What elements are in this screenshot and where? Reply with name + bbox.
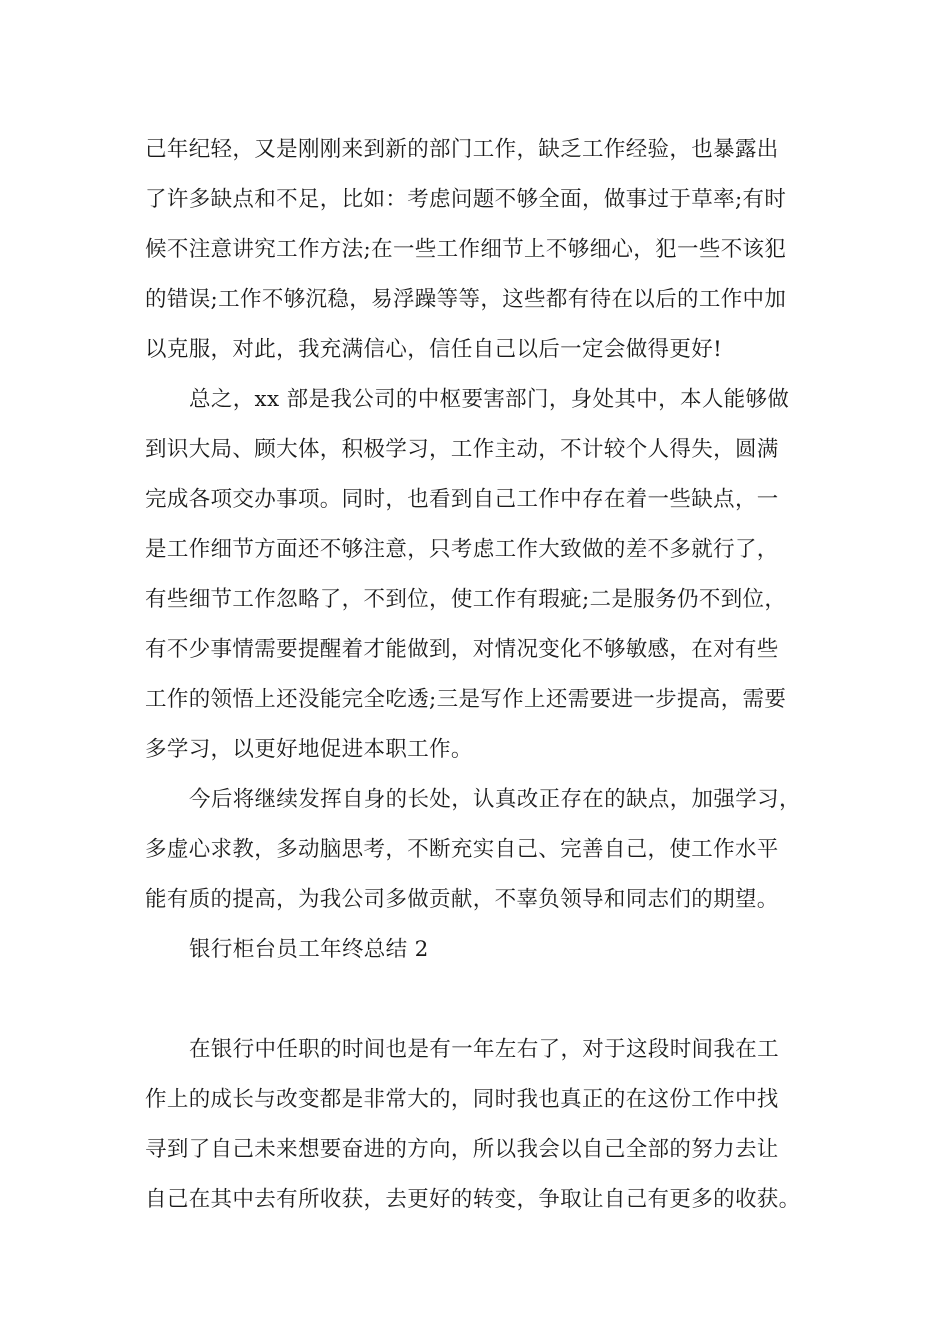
text-line: 以克服，对此，我充满信心，信任自己以后一定会做得更好! bbox=[145, 337, 723, 362]
text-line: 寻到了自己未来想要奋进的方向，所以我会以自己全部的努力去让 bbox=[145, 1137, 779, 1162]
text-line: 候不注意讲究工作方法;在一些工作细节上不够细心，犯一些不该犯 bbox=[145, 237, 787, 262]
paragraph-start-line: 在银行中任职的时间也是有一年左右了，对于这段时间我在工 bbox=[189, 1037, 779, 1062]
text-line: 多学习，以更好地促进本职工作。 bbox=[145, 737, 473, 762]
text-line: 了许多缺点和不足，比如：考虑问题不够全面，做事过于草率;有时 bbox=[145, 187, 787, 212]
text-line: 完成各项交办事项。同时，也看到自己工作中存在着一些缺点，一 bbox=[145, 487, 779, 512]
text-line: 有不少事情需要提醒着才能做到，对情况变化不够敏感，在对有些 bbox=[145, 637, 779, 662]
text-line: 有些细节工作忽略了，不到位，使工作有瑕疵;二是服务仍不到位， bbox=[145, 587, 787, 612]
text-line: 自己在其中去有所收获，去更好的转变，争取让自己有更多的收获。 bbox=[145, 1187, 801, 1212]
text-line: 是工作细节方面还不够注意，只考虑工作大致做的差不多就行了， bbox=[145, 537, 779, 562]
paragraph-start-line: 今后将继续发挥自身的长处，认真改正存在的缺点，加强学习， bbox=[189, 787, 801, 812]
text-line: 工作的领悟上还没能完全吃透;三是写作上还需要进一步提高，需要 bbox=[145, 687, 787, 712]
section-heading: 银行柜台员工年终总结 2 bbox=[189, 937, 429, 962]
text-line: 能有质的提高，为我公司多做贡献，不辜负领导和同志们的期望。 bbox=[145, 887, 779, 912]
text-line: 多虚心求教，多动脑思考，不断充实自己、完善自己，使工作水平 bbox=[145, 837, 779, 862]
text-line: 己年纪轻，又是刚刚来到新的部门工作，缺乏工作经验，也暴露出 bbox=[145, 137, 779, 162]
paragraph-start-line: 总之，xx 部是我公司的中枢要害部门，身处其中，本人能够做 bbox=[189, 387, 790, 412]
text-line: 的错误;工作不够沉稳，易浮躁等等，这些都有待在以后的工作中加 bbox=[145, 287, 787, 312]
text-line: 作上的成长与改变都是非常大的，同时我也真正的在这份工作中找 bbox=[145, 1087, 779, 1112]
text-line: 到识大局、顾大体，积极学习，工作主动，不计较个人得失，圆满 bbox=[145, 437, 779, 462]
